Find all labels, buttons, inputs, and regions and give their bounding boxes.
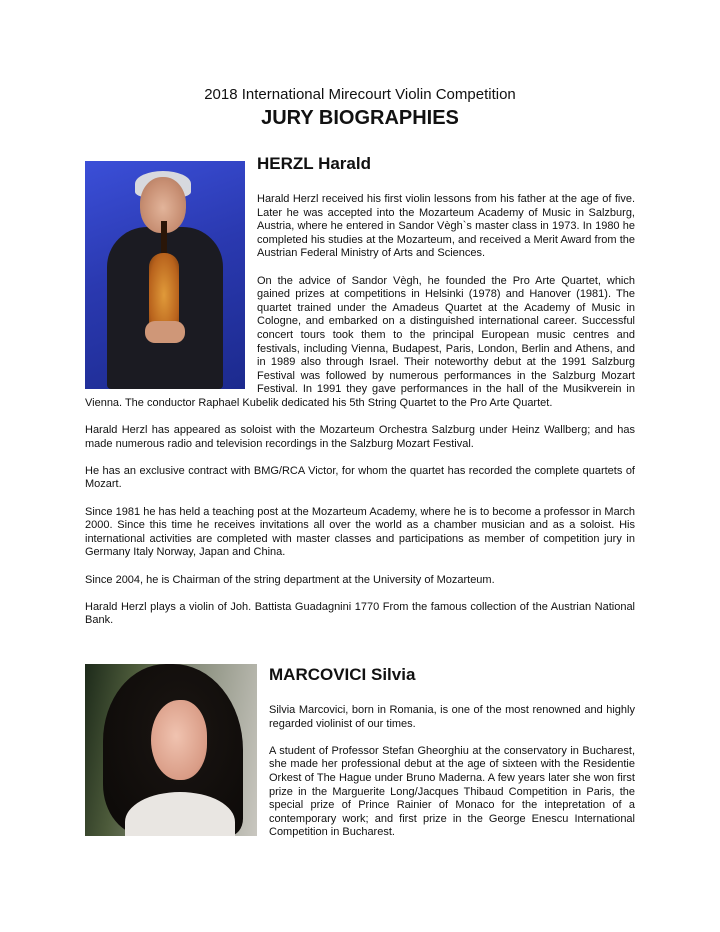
bio-herzl xyxy=(85,153,635,642)
competition-subtitle: 2018 International Mirecourt Violin Competition xyxy=(204,86,516,103)
marcovici-portrait-photo xyxy=(85,664,257,836)
herzl-portrait-photo xyxy=(85,161,245,389)
bio-paragraph: Silvia Marcovici, born in Romania, is one of the most renowned and highly regarded violinist of our times. xyxy=(269,704,635,730)
bio-paragraph: He has an exclusive contract with BMG/RCA Victor, for whom the quartet has recorded the complete quartets of Mozart. xyxy=(85,464,635,491)
bio-paragraph: Harald Herzl plays a violin of Joh. Battista Guadagnini 1770 From the famous collection of the Austrian National Bank. xyxy=(85,600,635,627)
bio-marcovici xyxy=(85,664,635,854)
bio-paragraph: On the advice of Sandor Vègh, he founded the Pro Arte Quartet, which gained prizes at competitions in Helsinki (1978) and Hanover (1981). The quartet trained under the Amadeus Quartet at the Academy of Music in Cologne, and embarked on a distinguished international career. Successful concert tours took them to the principal European music centres and festivals, including Vienna, Budapest, Paris, London, Berlin and Athens, and in 1989 also through Israel. Their noteworthy debut at the 1991 Salzburg Festival was followed by numerous performances in the Salzburg Mozart Festival. In 1991 they gave performances in the hall of the Musikverein in Vienna. The conductor Raphael Kubelik dedicated his 5th String Quartet to the Pro Arte Quartet. xyxy=(85,274,635,409)
bio-paragraph: Since 1981 he has held a teaching post at the Mozarteum Academy, where he is to become a professor in March 2000. Since this time he receives invitations all over the world as a chamber musician and as a soloist. His international activities are completed with master classes and participations as member of competition jury in Germany Italy Norway, Japan and China. xyxy=(85,505,635,559)
bio-paragraph: Harald Herzl has appeared as soloist with the Mozarteum Orchestra Salzburg under Heinz Wallberg; and has made numerous radio and television recordings in the Salzburg Mozart Festival. xyxy=(85,424,635,450)
page-header xyxy=(0,86,720,131)
page-title: JURY BIOGRAPHIES xyxy=(261,107,459,129)
bio-paragraph: A student of Professor Stefan Gheorghiu at the conservatory in Bucharest, she made her professional debut at the age of sixteen with the Residentie Orkest of The Hague under Bruno Maderna. A few years later she won first prize in the Marguerite Long/Jacques Thibaud Competition in Paris, the special prize of Prince Rainier of Monaco for the intepretation of a contemporary work; and first prize in the George Enescu International Competition in Bucharest. xyxy=(269,744,635,839)
bio-name-herzl: HERZL Harald xyxy=(257,154,371,173)
bio-paragraph: Since 2004, he is Chairman of the string department at the University of Mozarteum. xyxy=(85,573,495,586)
bio-paragraph: Harald Herzl received his first violin lessons from his father at the age of five. Later he was accepted into the Mozarteum Academy of Music in Salzburg, Austria, where he entered in Sandor Vègh`s master class in 1973. In 1980 he completed his studies at the Mozarteum, and received a Merit Award from the Austrian Federal Ministry of Arts and Sciences. xyxy=(257,193,635,260)
bio-name-marcovici: MARCOVICI Silvia xyxy=(269,665,416,684)
